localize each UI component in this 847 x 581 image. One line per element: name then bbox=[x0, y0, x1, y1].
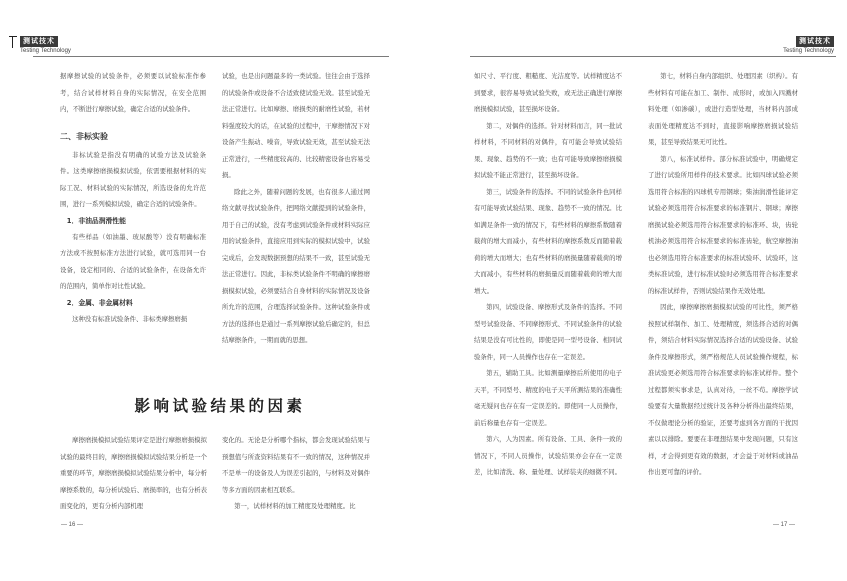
left-page-column-6 bbox=[222, 432, 370, 515]
right-page-column-4 bbox=[648, 68, 798, 481]
paragraph: 第一，试样材料的加工精度及处理精度。比 bbox=[234, 502, 356, 510]
paragraph: 摩擦磨损模拟试验结果评定是进行摩擦磨损模拟试验的最终目的，摩擦磨损模拟试验结果分析是一个重要的环节，摩擦磨损模拟试验结果分析中，每分析摩擦系数的，每分析试验后、磨损率的，也有分析表面变化的，更有分析内部机理 bbox=[60, 436, 207, 510]
paragraph: 因此，摩擦摩擦磨损模拟试验的可比性，须严格按照试样制作、加工、处理精度，须选择合适的对偶件，须结合材料实际情况选择合适的试验设备、试验条件及摩擦形式，须严格规范人员试验操作规程，标准试验更必须选用符合标准要求的标准试样件。整个过程都须实事求是，认真对待，一丝不苟。摩擦学试验要有大量数据经过统计及各种分析得出最终结果，不仅做理论分析的验证，还要考虑到各方面的干扰因素以以排除。要要在非理想结果中发现问题，只有这样，才会得到更有效的数据，才会益于对材料或油品作出更可靠的评价。 bbox=[648, 303, 798, 476]
header-subtitle-left: Testing Technology bbox=[20, 48, 71, 54]
subsection-heading: 1．非油品润滑性能 bbox=[66, 216, 126, 225]
header-badge-left: 测试技术 bbox=[20, 36, 58, 47]
right-page-column-3 bbox=[474, 68, 622, 481]
section-title: 影响试验结果的因素 bbox=[134, 396, 306, 415]
paragraph: 第七，材料自身内部组织、处理因素（织构）。有些材料有可能在加工、制作、成形时，或加入四溅材料处理（如渗碳），或进行造型处理，当材料内部成表面处理精度达不到时，直接影响摩擦磨损试验结果，甚至导致结果无可比性。 bbox=[648, 72, 798, 146]
paragraph: 据摩擦试验的试验条件，必须要以试验标准作参考，结合试样材料自身的实际情况，在安全范围内，不断进行摩擦试验，确定合适的试验条件。 bbox=[60, 72, 206, 113]
header-rule-right bbox=[470, 56, 836, 57]
paragraph: 第三，试验条件的选择。不同的试验条件也同样有可能导致试验结果、现象、趋势不一致的情况。比如满足条件一致的情况下，有些材料的摩擦系数随着载荷的增大而减小，有些材料的摩擦系数反而随着载荷的增大而增大；也有些材料的磨损量随着载荷的增大而减小，有些材料的磨损量反而随着载荷的增大而增大。 bbox=[474, 187, 622, 295]
section-heading: 二、非标实验 bbox=[60, 131, 108, 141]
left-page-column-5 bbox=[60, 432, 207, 515]
left-page-column-1 bbox=[60, 68, 206, 327]
paragraph: 有些样品（如油墨、玻尿酸等）没有明确标准方法或不按照标准方法进行试验，就可选用同一台设备，设定相同的、合适的试验条件，在设备允许的范围内，简单作对比性试验。 bbox=[60, 232, 206, 290]
paragraph: 这种没有标准试验条件、非标类摩擦磨损 bbox=[72, 314, 188, 323]
paragraph: 第八，标准试样件。部分标准试验中，明确规定了进行试验所用样件的技术要求。比如四球试验必须选用符合标准的四球机专用钢球；柴油润滑性能评定试验必须选用符合标准要求的标准钢片、钢球；摩擦磨损试验必须选用符合标准要求的标准环、块，齿轮机油必须选用符合标准要求的标准齿轮，航空摩擦油也必须选用符合标准要求的标准试验环、试验环，这类标准试验，进行标准试验时必须选用符合标准要求的标准试样件，否则试验结果作无效处理。 bbox=[648, 154, 798, 295]
subsection-heading: 2．金属、非金属材料 bbox=[66, 298, 133, 307]
paragraph: 第四，试验设备、摩擦形式及条件的选择。不同型号试验设备、不同摩擦形式、不同试验条件的试验结果是没有可比性的，即使是同一型号设备、相同试验条件，同一人员操作也存在一定误差。 bbox=[474, 303, 622, 361]
header-rule-left bbox=[33, 56, 389, 57]
paragraph: 如尺寸、平行度、粗糙度、光洁度等。试样精度达不到要求，很容易导致试验失败，或无法正确进行摩擦磨损模拟试验，甚至损坏设备。 bbox=[474, 72, 622, 113]
paragraph: 变化的。无论是分析哪个指标，都会发现试验结果与预想值与所查资料结果有不一致的情况，这种情况并不是单一的设备及人为误差引起的，与材料及对偶件等多方面的因素相互联系。 bbox=[222, 436, 370, 494]
header-t-mark bbox=[9, 36, 17, 48]
paragraph: 第二，对偶件的选择。针对材料而言，同一批试样材料，不同材料的对偶件，有可能会导致试验结果、现象、趋势的不一致；也有可能导致摩擦磨损模拟试验不能正常进行，甚至损坏设备。 bbox=[474, 121, 622, 179]
paragraph: 第六，人为因素。所有设备、工具、条件一致的情况下，不同人员操作，试验结果亦会存在一定误差，比如清洗、称、量处理、试样装夹的细微不同。 bbox=[474, 435, 622, 476]
paragraph: 除此之外，随着问题的发展，也有很多人通过网络文献寻找试验条件，把网络文献提到的试验条件，用于自己的试验，没有考虑到试验条件或材料实际应用的试验条件，直接应用到实际的模拟试验中，试验完成后，会发现数据预想的结果不一致，甚至试验无法正常进行。因此，非标类试验条件不明确的摩擦磨损模拟试验，必须要结合自身材料的实际情况及设备所允许的范围，合理选择试验条件。这种试验条件或方法的选择也是通过一系列摩擦试验后确定的，但总结摩擦条件，一期而就的思想。 bbox=[222, 187, 370, 344]
paragraph: 第五，辅助工具。比如测量摩擦后所使用的电子天平，不同型号、精度的电子天平所测结果的准确性毫无疑问也存在有一定误差的。即使同一人员操作，前后称量也存有一定误差。 bbox=[474, 369, 622, 427]
left-page-column-2 bbox=[222, 68, 370, 349]
paragraph: 非标试验是指没有明确的试验方法及试验条件。这类摩擦磨损模拟试验，依需要根据材料的实际工况、材料试验的实际情况，所选设备的允许范围，进行一系列模拟试验，确定合适的试验条件。 bbox=[60, 150, 206, 208]
paragraph: 试验，也是出问题最多的一类试验。往往会由于选择的试验条件或设备不合适致使试验无效。甚至试验无法正常进行。比如摩擦、磨损类的耐磨性试验，若材料强度较大的话，在试验的过程中，干摩擦情况下对设备产生振动、噪音，导致试验无效，甚至试验无法正常进行，一些精度较高的、比较精密设备也容易受损。 bbox=[222, 72, 370, 179]
page-number-right: — 17 — bbox=[773, 522, 796, 528]
header-badge-right: 测试技术 bbox=[796, 36, 834, 47]
header-subtitle-right: Testing Technology bbox=[783, 48, 834, 54]
page-number-left: — 16 — bbox=[61, 522, 84, 528]
